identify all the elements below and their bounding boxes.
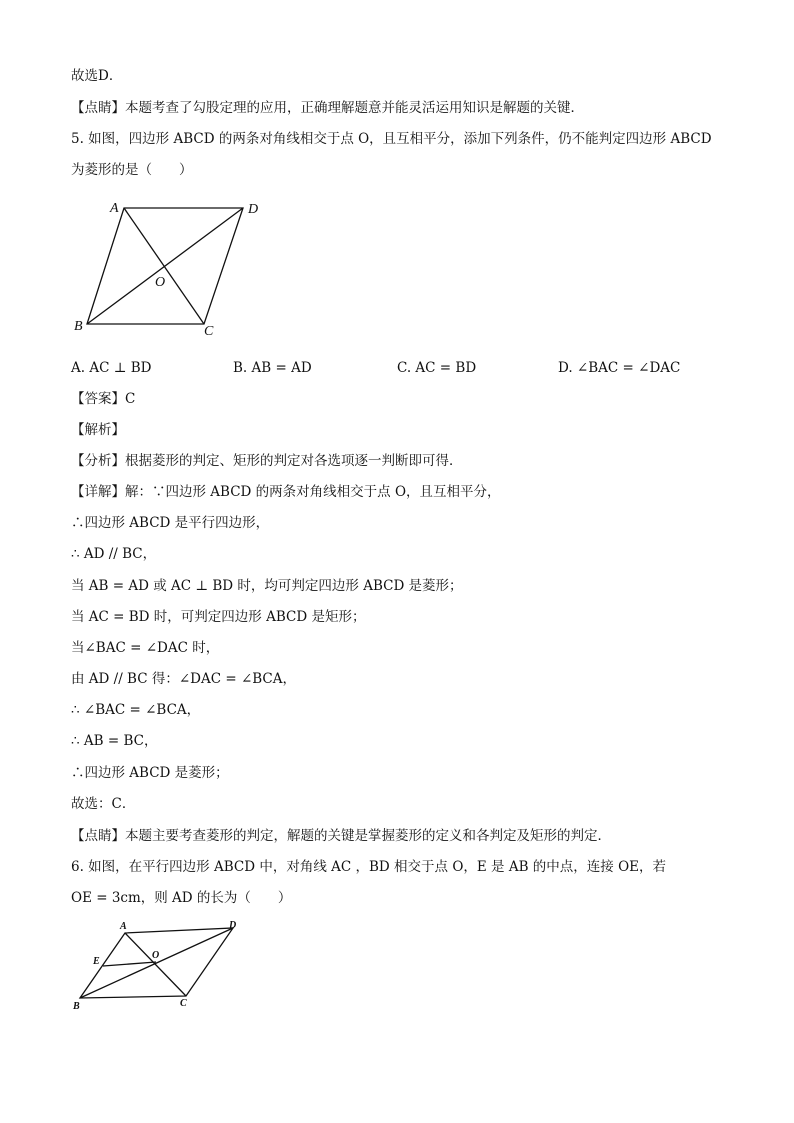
label-c: C: [180, 998, 187, 1009]
text-line: 当 AB = AD 或 AC ⊥ BD 时，均可判定四边形 ABCD 是菱形；: [71, 578, 463, 594]
text-line: 由 AD // BC 得：∠DAC = ∠BCA，: [71, 671, 297, 687]
label-o: O: [155, 275, 166, 290]
text-line: 【详解】解：∵四边形 ABCD 的两条对角线相交于点 O，且互相平分，: [71, 484, 501, 500]
text-line: ∴ ∠BAC = ∠BCA，: [71, 702, 201, 718]
label-c: C: [204, 324, 214, 339]
label-a: A: [120, 921, 127, 932]
question-5-stem: 5. 如图，四边形 ABCD 的两条对角线相交于点 O，且互相平分，添加下列条件，仍不能判定四边形 ABCD: [71, 131, 712, 147]
text-line: 故选：C．: [71, 796, 136, 812]
label-b: B: [73, 1001, 80, 1012]
text-line: ∴四边形 ABCD 是菱形；: [71, 765, 229, 781]
question-6-stem: 6. 如图，在平行四边形 ABCD 中，对角线 AC ，BD 相交于点 O，E 是 AB 的中点，连接 OE，若: [71, 859, 666, 875]
text-line: 当 AC = BD 时，可判定四边形 ABCD 是矩形；: [71, 609, 366, 625]
label-d: D: [229, 920, 237, 931]
option-d: D. ∠BAC = ∠DAC: [558, 360, 681, 376]
text-line: ∴ AD // BC，: [71, 546, 157, 562]
option-b: B. AB = AD: [233, 360, 312, 376]
text-line: 【点睛】本题主要考查菱形的判定，解题的关键是掌握菱形的定义和各判定及矩形的判定．: [71, 828, 611, 844]
text-line: 【点睛】本题考查了勾股定理的应用，正确理解题意并能灵活运用知识是解题的关键．: [71, 100, 584, 116]
text-line: 【分析】根据菱形的判定、矩形的判定对各选项逐一判断即可得．: [71, 453, 463, 469]
label-b: B: [74, 319, 83, 334]
label-e: E: [93, 956, 100, 967]
text-line: ∴四边形 ABCD 是平行四边形，: [71, 515, 270, 531]
question-5-stem: 为菱形的是（ ）: [71, 162, 193, 178]
label-a: A: [110, 201, 119, 216]
text-line: 当∠BAC = ∠DAC 时，: [71, 640, 220, 656]
answer-label: 【答案】C: [71, 391, 136, 407]
label-d: D: [248, 202, 259, 217]
option-a: A. AC ⊥ BD: [71, 360, 152, 376]
option-c: C. AC = BD: [397, 360, 477, 376]
label-o: O: [152, 950, 160, 961]
analysis-heading: 【解析】: [71, 422, 125, 438]
question-6-stem: OE = 3cm，则 AD 的长为（ ）: [71, 890, 292, 906]
text-line: 故选D．: [71, 68, 123, 84]
text-line: ∴ AB = BC，: [71, 733, 158, 749]
